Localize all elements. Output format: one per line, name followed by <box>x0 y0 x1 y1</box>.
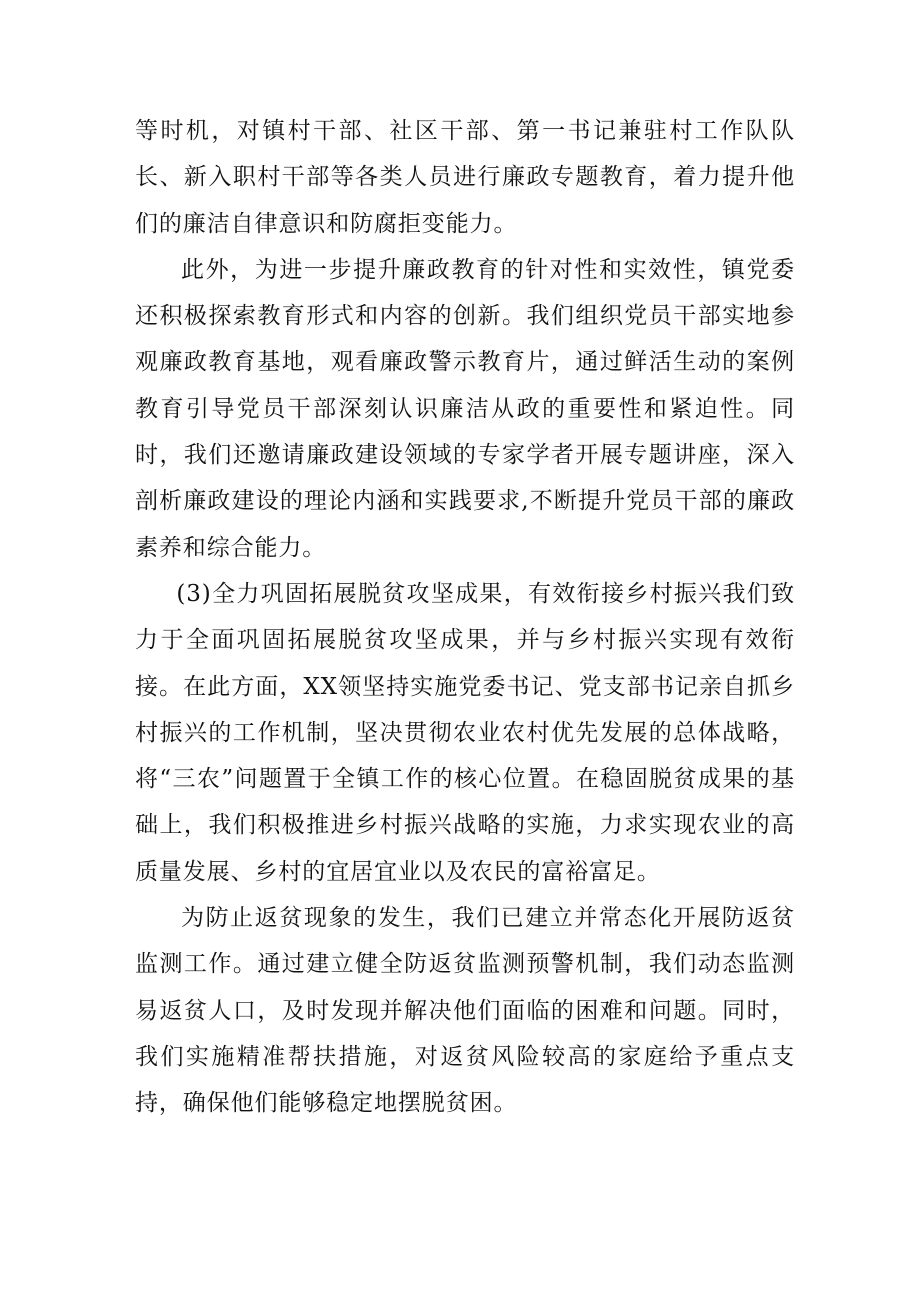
paragraph-poverty-rural-revitalization: (3)全力巩固拓展脱贫攻坚成果，有效衔接乡村振兴我们致力于全面巩固拓展脱贫攻坚成果，并与乡村振兴实现有效衔接。在此方面，XX领坚持实施党委书记、党支部书记亲自抓乡村振兴的工作机制，坚决贯彻农业农村优先发展的总体战略，将“三农”问题置于全镇工作的核心位置。在稳固脱贫成果的基础上，我们积极推进乡村振兴战略的实施，力求实现农业的高质量发展、乡村的宜居宜业以及农民的富裕富足。 <box>135 580 795 885</box>
paragraph-education-innovation: 此外，为进一步提升廉政教育的针对性和实效性，镇党委还积极探索教育形式和内容的创新。我们组织党员干部实地参观廉政教育基地，观看廉政警示教育片，通过鲜活生动的案例教育引导党员干部深刻认识廉洁从政的重要性和紧迫性。同时，我们还邀请廉政建设领域的专家学者开展专题讲座，深入剖析廉政建设的理论内涵和实践要求,不断提升党员干部的廉政素养和综合能力。 <box>135 256 795 561</box>
document-body <box>135 108 795 1127</box>
paragraph-anti-poverty-return-monitoring: 为防止返贫现象的发生，我们已建立并常态化开展防返贫监测工作。通过建立健全防返贫监测预警机制，我们动态监测易返贫人口，及时发现并解决他们面临的困难和问题。同时，我们实施精准帮扶措施，对返贫风险较高的家庭给予重点支持，确保他们能够稳定地摆脱贫困。 <box>135 905 795 1117</box>
paragraph-continuation: 等时机，对镇村干部、社区干部、第一书记兼驻村工作队队长、新入职村干部等各类人员进行廉政专题教育，着力提升他们的廉洁自律意识和防腐拒变能力。 <box>135 118 795 237</box>
